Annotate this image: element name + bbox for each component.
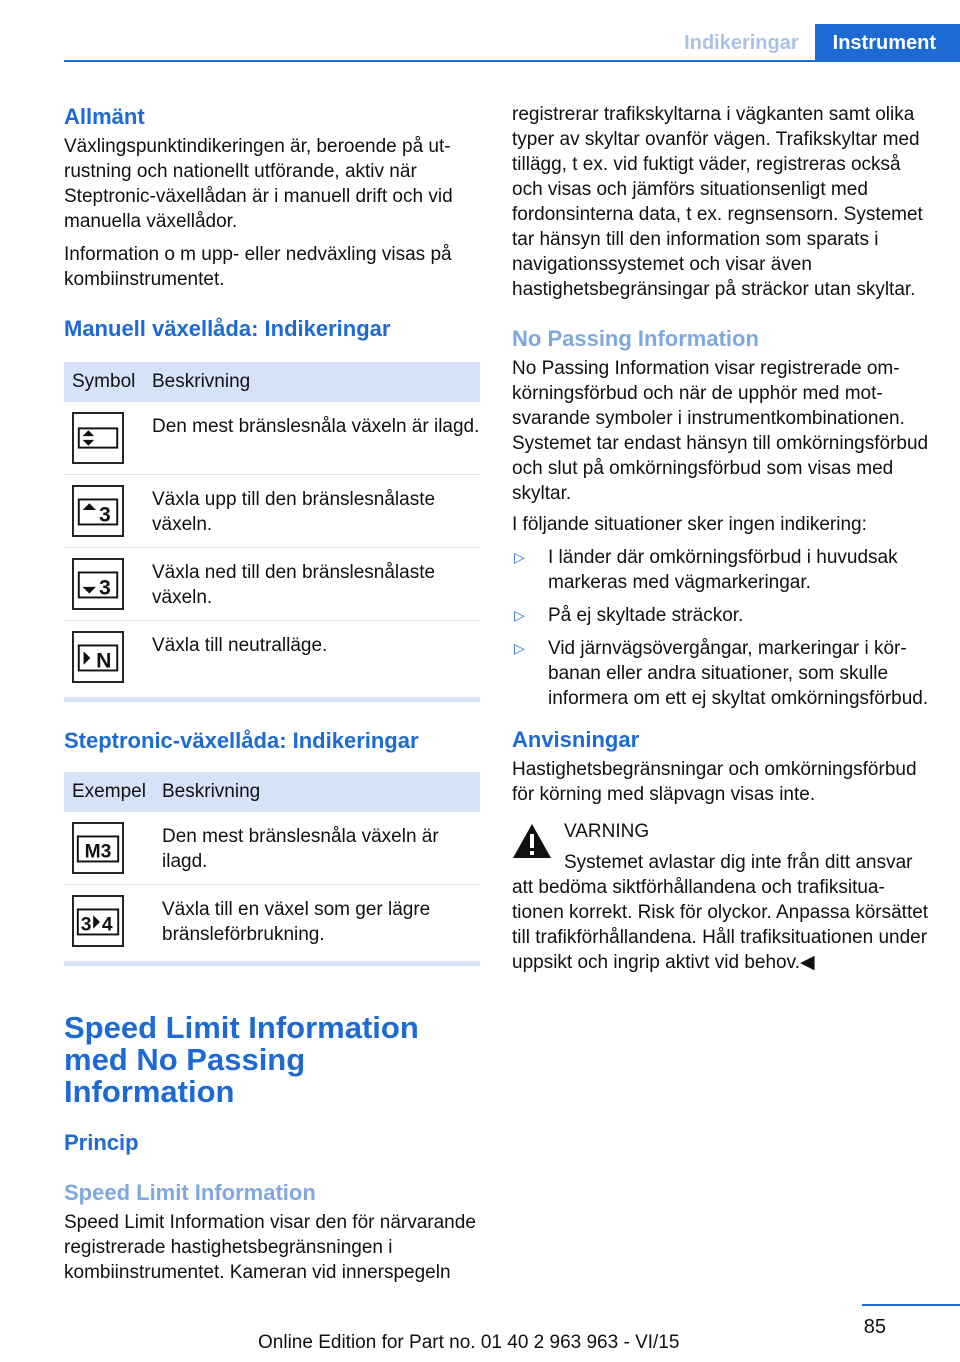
anvisningar-paragraph: Hastighetsbegränsningar och omkörningsförbud för körning med släpvagn visas inte. [512, 759, 917, 805]
list-item-text: I länder där omkörningsförbud i huvudsak markeras med vägmarkeringar. [548, 547, 898, 593]
gear-label-to: 4 [101, 914, 113, 936]
table-row [64, 885, 480, 961]
table-header [64, 362, 480, 402]
gear-label: N [96, 649, 112, 673]
table-row [64, 402, 480, 475]
row-description: Växla till neutralläge. [152, 635, 328, 656]
heading-anvisningar: Anvisningar [512, 727, 640, 752]
row-description: Den mest bränslesnåla växeln är ilagd. [152, 416, 480, 437]
heading-no-passing: No Passing Information [512, 326, 759, 351]
no-passing-paragraph-2: I följande situationer sker ingen indikering: [512, 514, 867, 535]
steptronic-indicator-table [64, 772, 480, 966]
table-row [64, 621, 480, 697]
column-example: Exempel [72, 781, 146, 802]
heading-speed-limit-information: Speed Limit Information [64, 1180, 316, 1205]
bullet-triangle-icon: ▷ [514, 640, 525, 656]
heading-steptronic: Steptronic-växellåda: Indikeringar [64, 728, 419, 753]
tab-indikeringar[interactable]: Indikeringar [684, 32, 799, 54]
warning-first-line: Systemet avlastar dig inte från ditt ansvar [564, 852, 913, 873]
shift-neutral-icon [72, 631, 124, 683]
bullet-triangle-icon: ▷ [514, 607, 525, 623]
warning-triangle-icon [512, 823, 552, 859]
column-description: Beskrivning [152, 371, 251, 392]
page-number: 85 [863, 1316, 886, 1338]
row-description: Växla till en växel som ger lägre bränsleförbrukning. [162, 899, 431, 945]
gear-label-from: 3 [80, 914, 92, 936]
warning-text: att bedöma siktförhållandena och trafiksituationen korrekt. Risk för olyckor. Anpassa körsättet till trafikförhållandena. Håll trafiksituationen under uppsikt och ingrip aktivt vid behov.◀ [512, 877, 929, 973]
gear-label: M3 [84, 841, 112, 863]
no-indication-list [512, 545, 930, 711]
shift-up-icon [72, 485, 124, 537]
heading-princip: Princip [64, 1130, 139, 1155]
list-item [512, 545, 930, 595]
header-rule [64, 60, 960, 62]
list-item-text: Vid järnvägsövergångar, markeringar i körbanan eller andra situationer, som skulle informera om ett ej skyltat omkörningsförbud. [548, 638, 929, 709]
speed-limit-paragraph: Speed Limit Information visar den för närvarande registrerade hastighetsbegränsningen i kombiinstrumentet. Kameran vid innerspegeln [64, 1212, 476, 1283]
gear-label: 3 [98, 503, 111, 527]
table-header [64, 772, 480, 812]
list-item [512, 636, 930, 711]
allmant-paragraph-2: Information o m upp- eller nedväxling visas på kombiinstrumentet. [64, 244, 452, 290]
column-description: Beskrivning [162, 781, 261, 802]
shift-down-icon [72, 558, 124, 610]
right-column [512, 102, 930, 975]
table-end-rule [64, 961, 480, 966]
heading-speed-limit: Speed Limit Information med No Passing Information [64, 1010, 419, 1109]
row-description: Växla ned till den bränslesnålaste växeln. [152, 562, 436, 608]
allmant-paragraph-1: Växlingspunktindikeringen är, beroende på utrustning och nationellt utförande, aktiv när Steptronic-växellådan är i manuell drift och vid manuella växellådor. [64, 136, 453, 232]
table-row [64, 475, 480, 548]
list-item-text: På ej skyltade sträckor. [548, 605, 744, 626]
header-tabs [668, 24, 960, 62]
footer-rule [862, 1304, 960, 1306]
manual-indicator-table [64, 362, 480, 702]
gear-3-to-4-icon [72, 895, 124, 947]
footer-edition-text: Online Edition for Part no. 01 40 2 963 963 - VI/15 [258, 1332, 680, 1353]
gear-label: 3 [98, 576, 111, 600]
tab-instrument[interactable]: Instrument [815, 24, 960, 62]
gear-m3-icon [72, 822, 124, 874]
speed-limit-paragraph-cont: registrerar trafikskyltarna i vägkanten samt olika typer av skyltar ovanför vägen. Trafikskyltar med tillägg, t ex. vid fuktigt väder, registreras också och visas och jämförs situationsenligt med fordonsinterna data, t ex. regnsensorn. Systemet tar hänsyn till den information som sparats i navigationssystemet och visar även hastighetsbegränsingar på sträckor utan skyltar. [512, 104, 923, 300]
heading-manual-gearbox: Manuell växellåda: Indikeringar [64, 316, 391, 341]
table-end-rule [64, 697, 480, 702]
no-passing-paragraph-1: No Passing Information visar registrerade omkörningsförbud och när de upphör med motsvarande symboler i instrumentkombinationen. Systemet tar endast hänsyn till omkörningsförbud och slut på omkörningsförbud som visas med skyltar. [512, 358, 929, 504]
bullet-triangle-icon: ▷ [514, 549, 525, 565]
table-row [64, 548, 480, 621]
shift-optimal-icon [72, 412, 124, 464]
table-row [64, 812, 480, 885]
warning-title: VARNING [564, 821, 650, 842]
column-symbol: Symbol [72, 371, 136, 392]
list-item [512, 603, 930, 628]
row-description: Växla upp till den bränslesnålaste växeln. [152, 489, 436, 535]
heading-allmant: Allmänt [64, 104, 145, 129]
row-description: Den mest bränslesnåla växeln är ilagd. [162, 826, 439, 872]
left-column [64, 102, 480, 1285]
warning-block [512, 819, 930, 975]
